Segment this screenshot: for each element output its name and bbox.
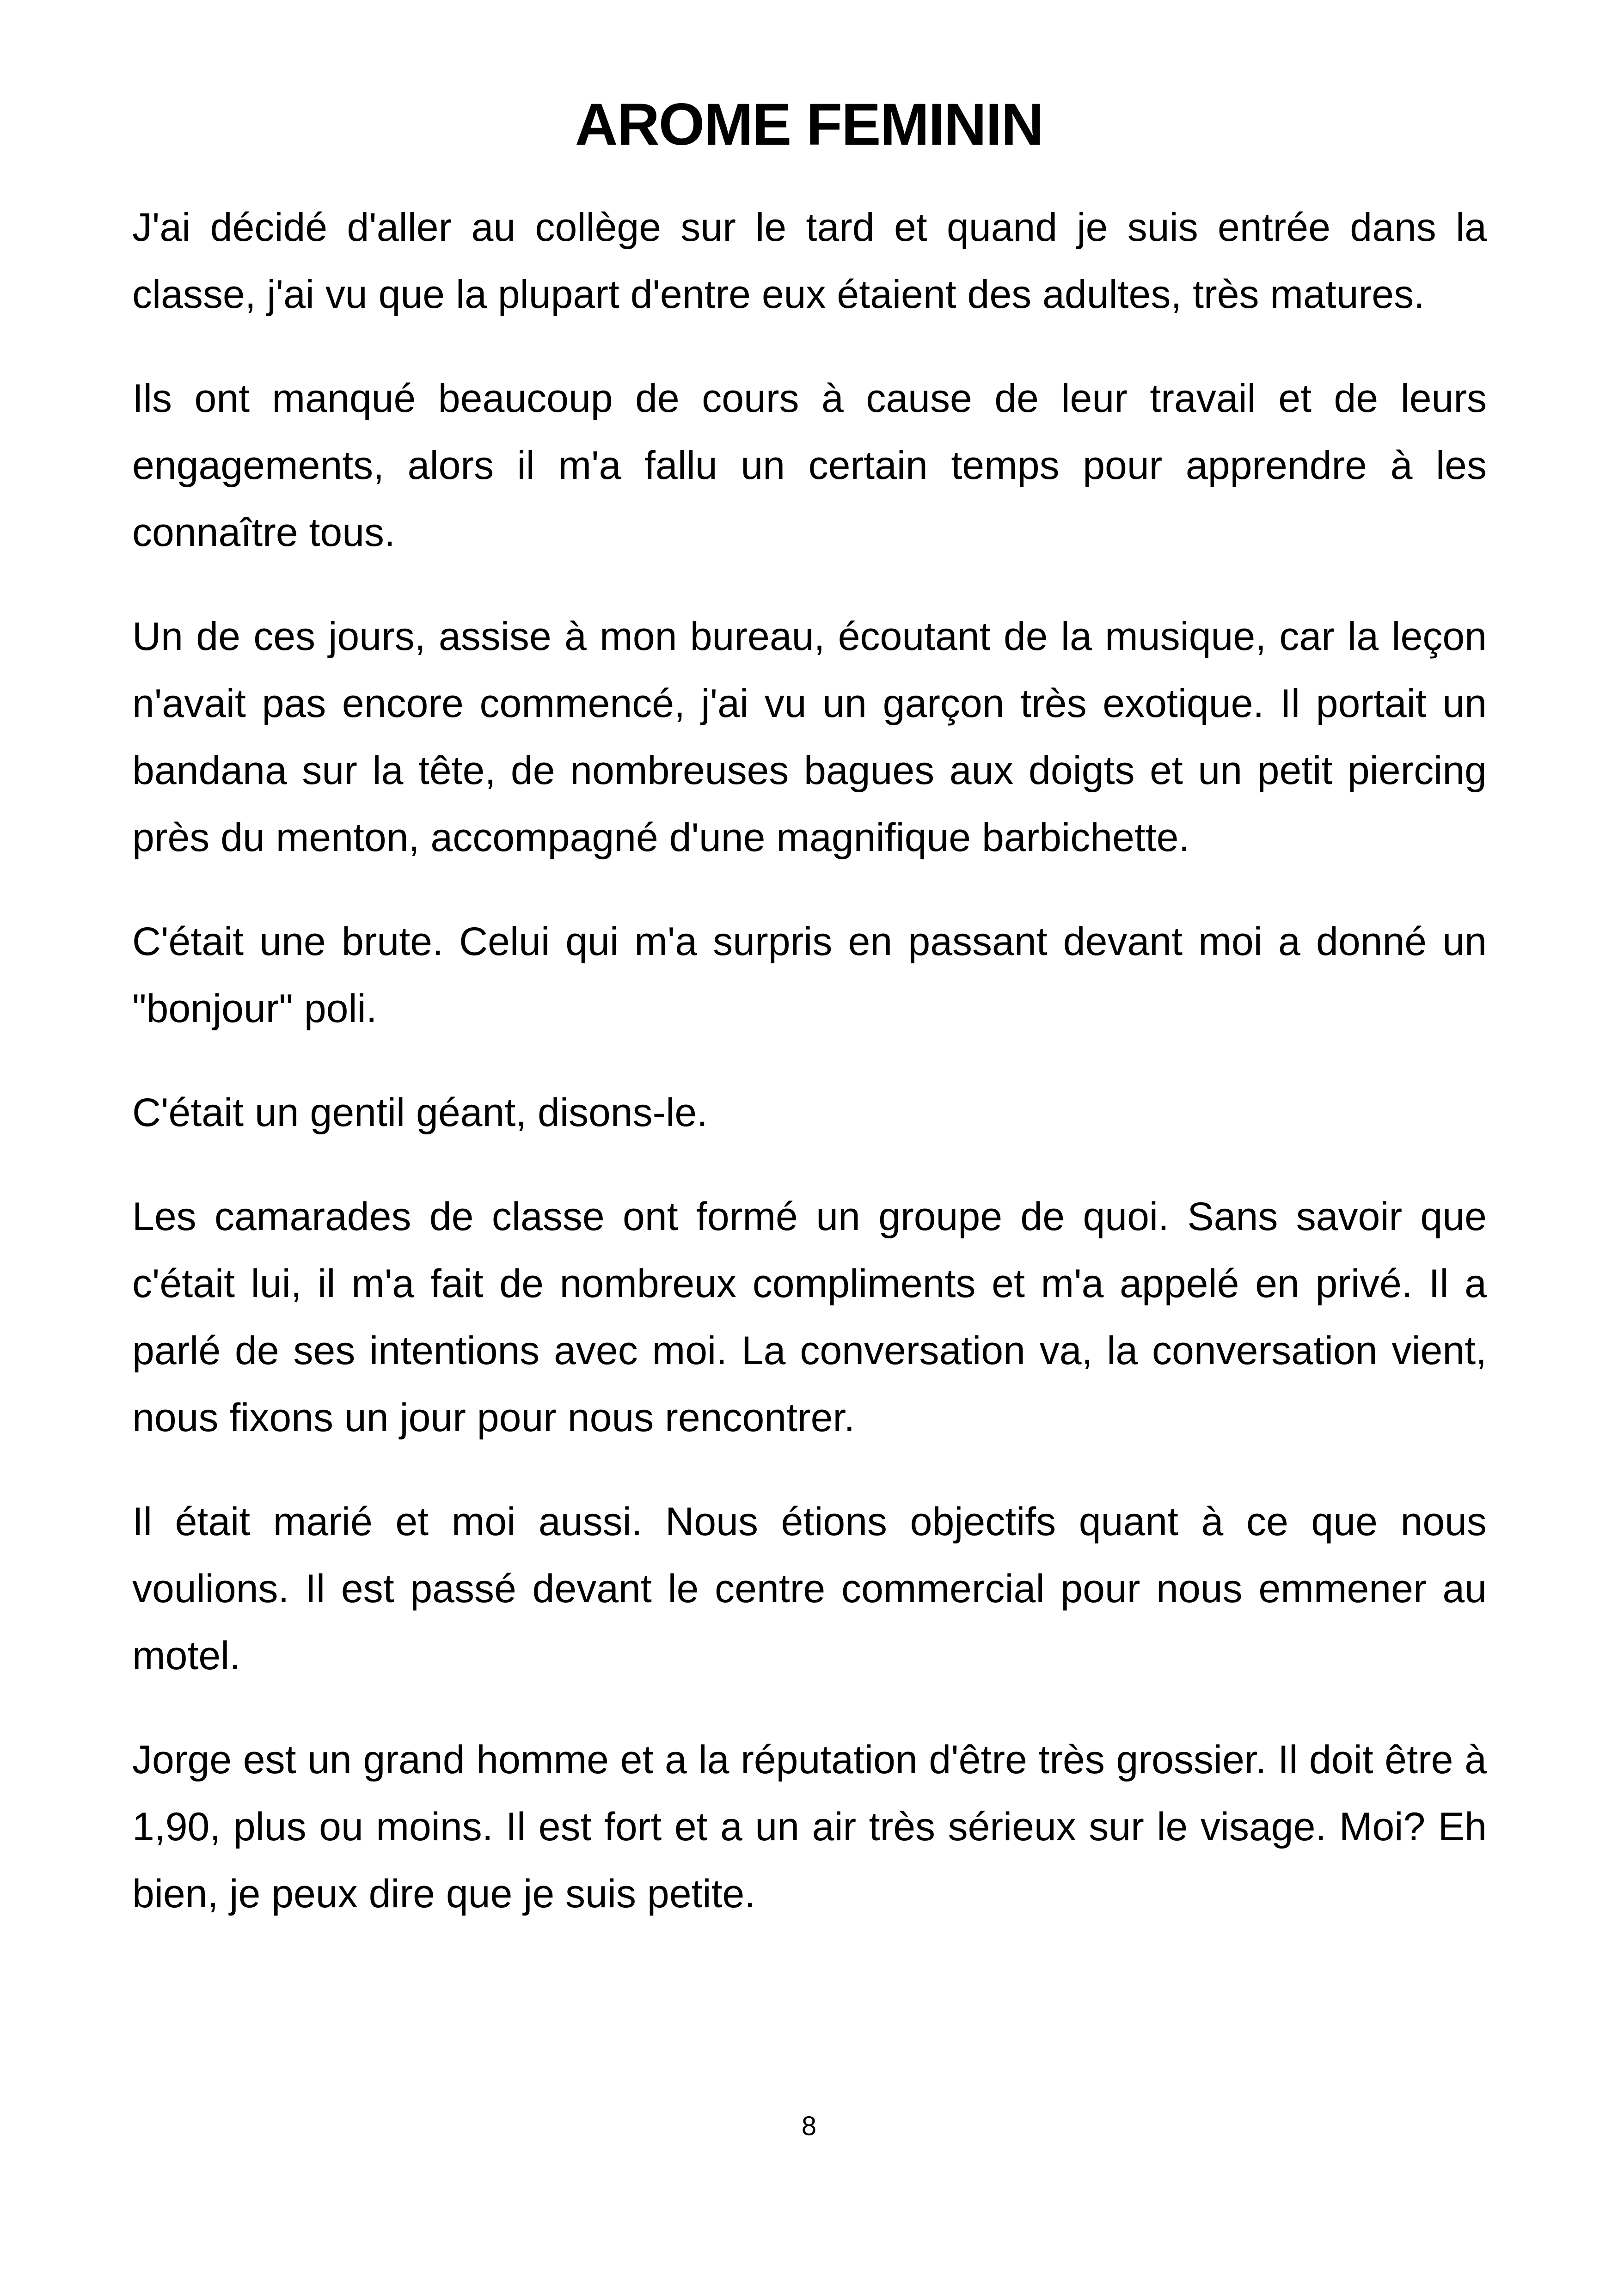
- paragraph-8: Jorge est un grand homme et a la réputation d'être très grossier. Il doit être à 1,90, plus ou moins. Il est fort et a un air très sérieux sur le visage. Moi? Eh bien, je peux dire que je suis petite.: [132, 1738, 1487, 1916]
- paragraph-2: Ils ont manqué beaucoup de cours à cause de leur travail et de leurs engagements, alors il m'a fallu un certain temps pour apprendre à les connaître tous.: [132, 376, 1487, 555]
- paragraph-3: Un de ces jours, assise à mon bureau, écoutant de la musique, car la leçon n'avait pas encore commencé, j'ai vu un garçon très exotique. Il portait un bandana sur la tête, de nombreuses bagues aux doigts et un petit piercing près du menton, accompagné d'une magnifique barbichette.: [132, 614, 1487, 860]
- paragraph-1: J'ai décidé d'aller au collège sur le tard et quand je suis entrée dans la classe, j'ai vu que la plupart d'entre eux étaient des adultes, très matures.: [132, 205, 1487, 317]
- paragraph-7: Il était marié et moi aussi. Nous étions objectifs quant à ce que nous voulions. Il est passé devant le centre commercial pour nous emmener au motel.: [132, 1500, 1487, 1678]
- paragraph-5: C'était un gentil géant, disons-le.: [132, 1090, 708, 1135]
- body-text: [132, 194, 1487, 1965]
- page-number: 8: [801, 2111, 817, 2141]
- paragraph-6: Les camarades de classe ont formé un groupe de quoi. Sans savoir que c'était lui, il m'a fait de nombreux compliments et m'a appelé en privé. Il a parlé de ses intentions avec moi. La conversation va, la conversation vient, nous fixons un jour pour nous rencontrer.: [132, 1194, 1487, 1440]
- page-title: AROME FEMININ: [575, 92, 1043, 158]
- paragraph-4: C'était une brute. Celui qui m'a surpris en passant devant moi a donné un "bonjour" poli.: [132, 919, 1487, 1031]
